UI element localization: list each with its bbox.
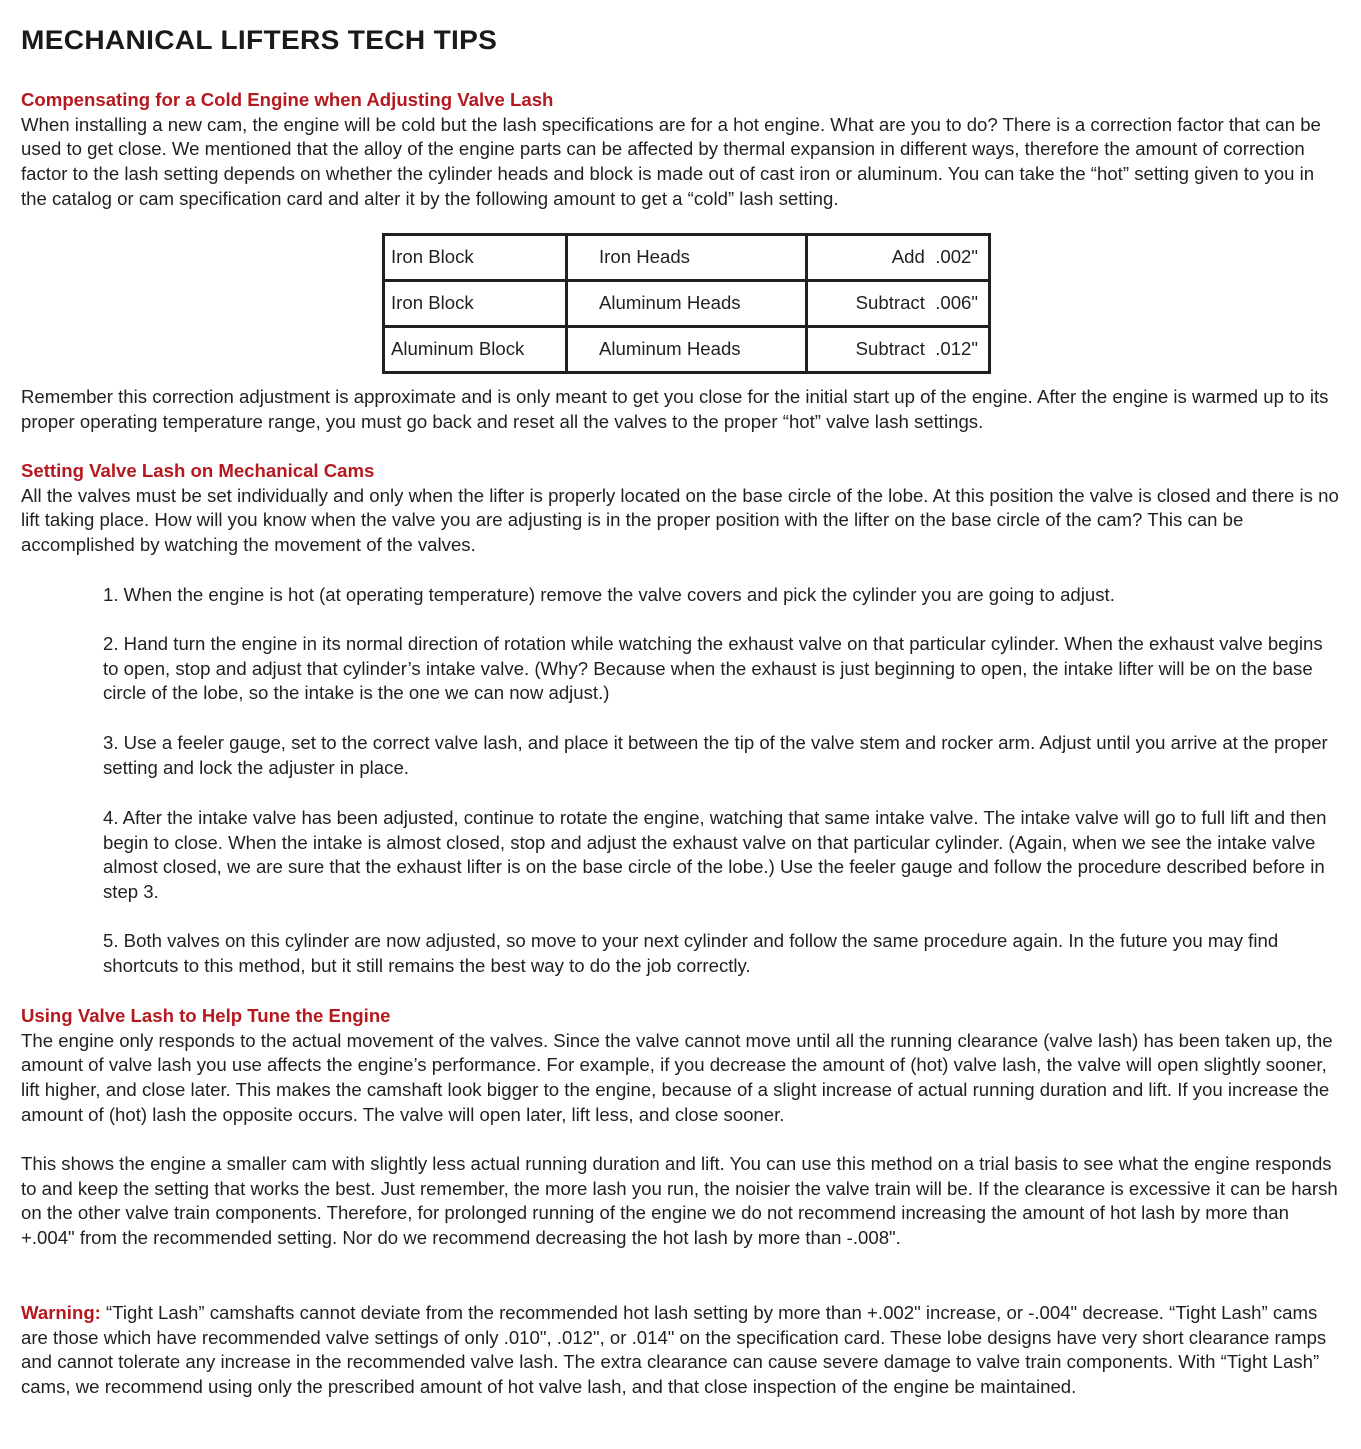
correction-note: Remember this correction adjustment is approximate and is only meant to get you close for the initial start up of the engine. After the engine is warmed up to its proper operating temperature range, you must go back and reset all the valves to the proper “hot” valve lash settings. xyxy=(21,386,1329,432)
warning-label: Warning: xyxy=(21,1302,101,1323)
table-cell-block: Iron Block xyxy=(384,235,567,281)
table-cell-adjustment: Add .002" xyxy=(807,235,990,281)
warning-paragraph xyxy=(21,1301,1341,1400)
table-cell-heads: Aluminum Heads xyxy=(567,327,807,373)
step-3: 3. Use a feeler gauge, set to the correct valve lash, and place it between the tip of the valve stem and rocker arm. Adjust until you arrive at the proper setting and lock the adjuster in place. xyxy=(103,732,1328,778)
section-body: When installing a new cam, the engine will be cold but the lash specifications are for a hot engine. What are you to do? There is a correction factor that can be used to get close. We mentioned that the alloy of the engine parts can be affected by thermal expansion in different ways, therefore the amount of correction factor to the lash setting depends on whether the cylinder heads and block is made out of cast iron or aluminum. You can take the “hot” setting given to you in the catalog or cam specification card and alter it by the following amount to get a “cold” lash setting. xyxy=(21,113,1321,209)
warning-text: “Tight Lash” camshafts cannot deviate from the recommended hot lash setting by more than +.002" increase, or -.004" decrease. “Tight Lash” cams are those which have recommended valve settings of only .010", .012", or .014" on the specification card. These lobe designs have very short clearance ramps and cannot tolerate any increase in the recommended valve lash. The extra clearance can cause severe damage to valve train components. With “Tight Lash” cams, we recommend using only the prescribed amount of hot valve lash, and that close inspection of the engine be maintained. xyxy=(21,1302,1327,1398)
table-cell-block: Aluminum Block xyxy=(384,327,567,373)
section-body: All the valves must be set individually and only when the lifter is properly located on the base circle of the lobe. At this position the valve is closed and there is no lift taking place. How will you know when the valve you are adjusting is in the proper position with the lifter on the base circle of the cam? This can be accomplished by watching the movement of the valves. xyxy=(21,484,1339,556)
table-cell-adjustment: Subtract .012" xyxy=(807,327,990,373)
section-cold-engine xyxy=(21,88,1341,212)
section-tune-engine xyxy=(21,1004,1341,1128)
section-heading: Using Valve Lash to Help Tune the Engine xyxy=(21,1005,391,1026)
section-heading: Compensating for a Cold Engine when Adjusting Valve Lash xyxy=(21,89,554,110)
page-title: MECHANICAL LIFTERS TECH TIPS xyxy=(21,25,498,55)
table-cell-block: Iron Block xyxy=(384,281,567,327)
step-1: 1. When the engine is hot (at operating temperature) remove the valve covers and pick the cylinder you are going to adjust. xyxy=(103,584,1115,605)
table-cell-heads: Iron Heads xyxy=(567,235,807,281)
section-body-continued: This shows the engine a smaller cam with slightly less actual running duration and lift. You can use this method on a trial basis to see what the engine responds to and keep the setting that works the best. Just remember, the more lash you run, the noisier the valve train will be. If the clearance is excessive it can be harsh on the other valve train components. Therefore, for prolonged running of the engine we do not recommend increasing the amount of hot lash by more than +.004" from the recommended setting. Nor do we recommend decreasing the hot lash by more than -.008". xyxy=(21,1153,1338,1249)
table-row xyxy=(384,327,990,373)
section-setting-lash xyxy=(21,459,1341,558)
step-4: 4. After the intake valve has been adjusted, continue to rotate the engine, watching that same intake valve. The intake valve will go to full lift and then begin to close. When the intake is almost closed, stop and adjust the exhaust valve on that particular cylinder. (Again, when we see the intake valve almost closed, we are sure that the exhaust lifter is on the base circle of the lobe.) Use the feeler gauge and follow the procedure described before in step 3. xyxy=(103,807,1327,903)
section-heading: Setting Valve Lash on Mechanical Cams xyxy=(21,460,375,481)
table-cell-heads: Aluminum Heads xyxy=(567,281,807,327)
step-5: 5. Both valves on this cylinder are now adjusted, so move to your next cylinder and follow the same procedure again. In the future you may find shortcuts to this method, but it still remains the best way to do the job correctly. xyxy=(103,930,1279,976)
table-row xyxy=(384,235,990,281)
section-body: The engine only responds to the actual movement of the valves. Since the valve cannot move until all the running clearance (valve lash) has been taken up, the amount of valve lash you use affects the engine’s performance. For example, if you decrease the amount of (hot) valve lash, the valve will open slightly sooner, lift higher, and close later. This makes the camshaft look bigger to the engine, because of a slight increase of actual running duration and lift. If you increase the amount of (hot) lash the opposite occurs. The valve will open later, lift less, and close sooner. xyxy=(21,1029,1333,1125)
correction-table xyxy=(382,233,991,374)
table-row xyxy=(384,281,990,327)
step-2: 2. Hand turn the engine in its normal direction of rotation while watching the exhaust valve on that particular cylinder. When the exhaust valve begins to open, stop and adjust that cylinder’s intake valve. (Why? Because when the exhaust is just beginning to open, the intake lifter will be on the base circle of the lobe, so the intake is the one we can now adjust.) xyxy=(103,633,1323,704)
table-cell-adjustment: Subtract .006" xyxy=(807,281,990,327)
